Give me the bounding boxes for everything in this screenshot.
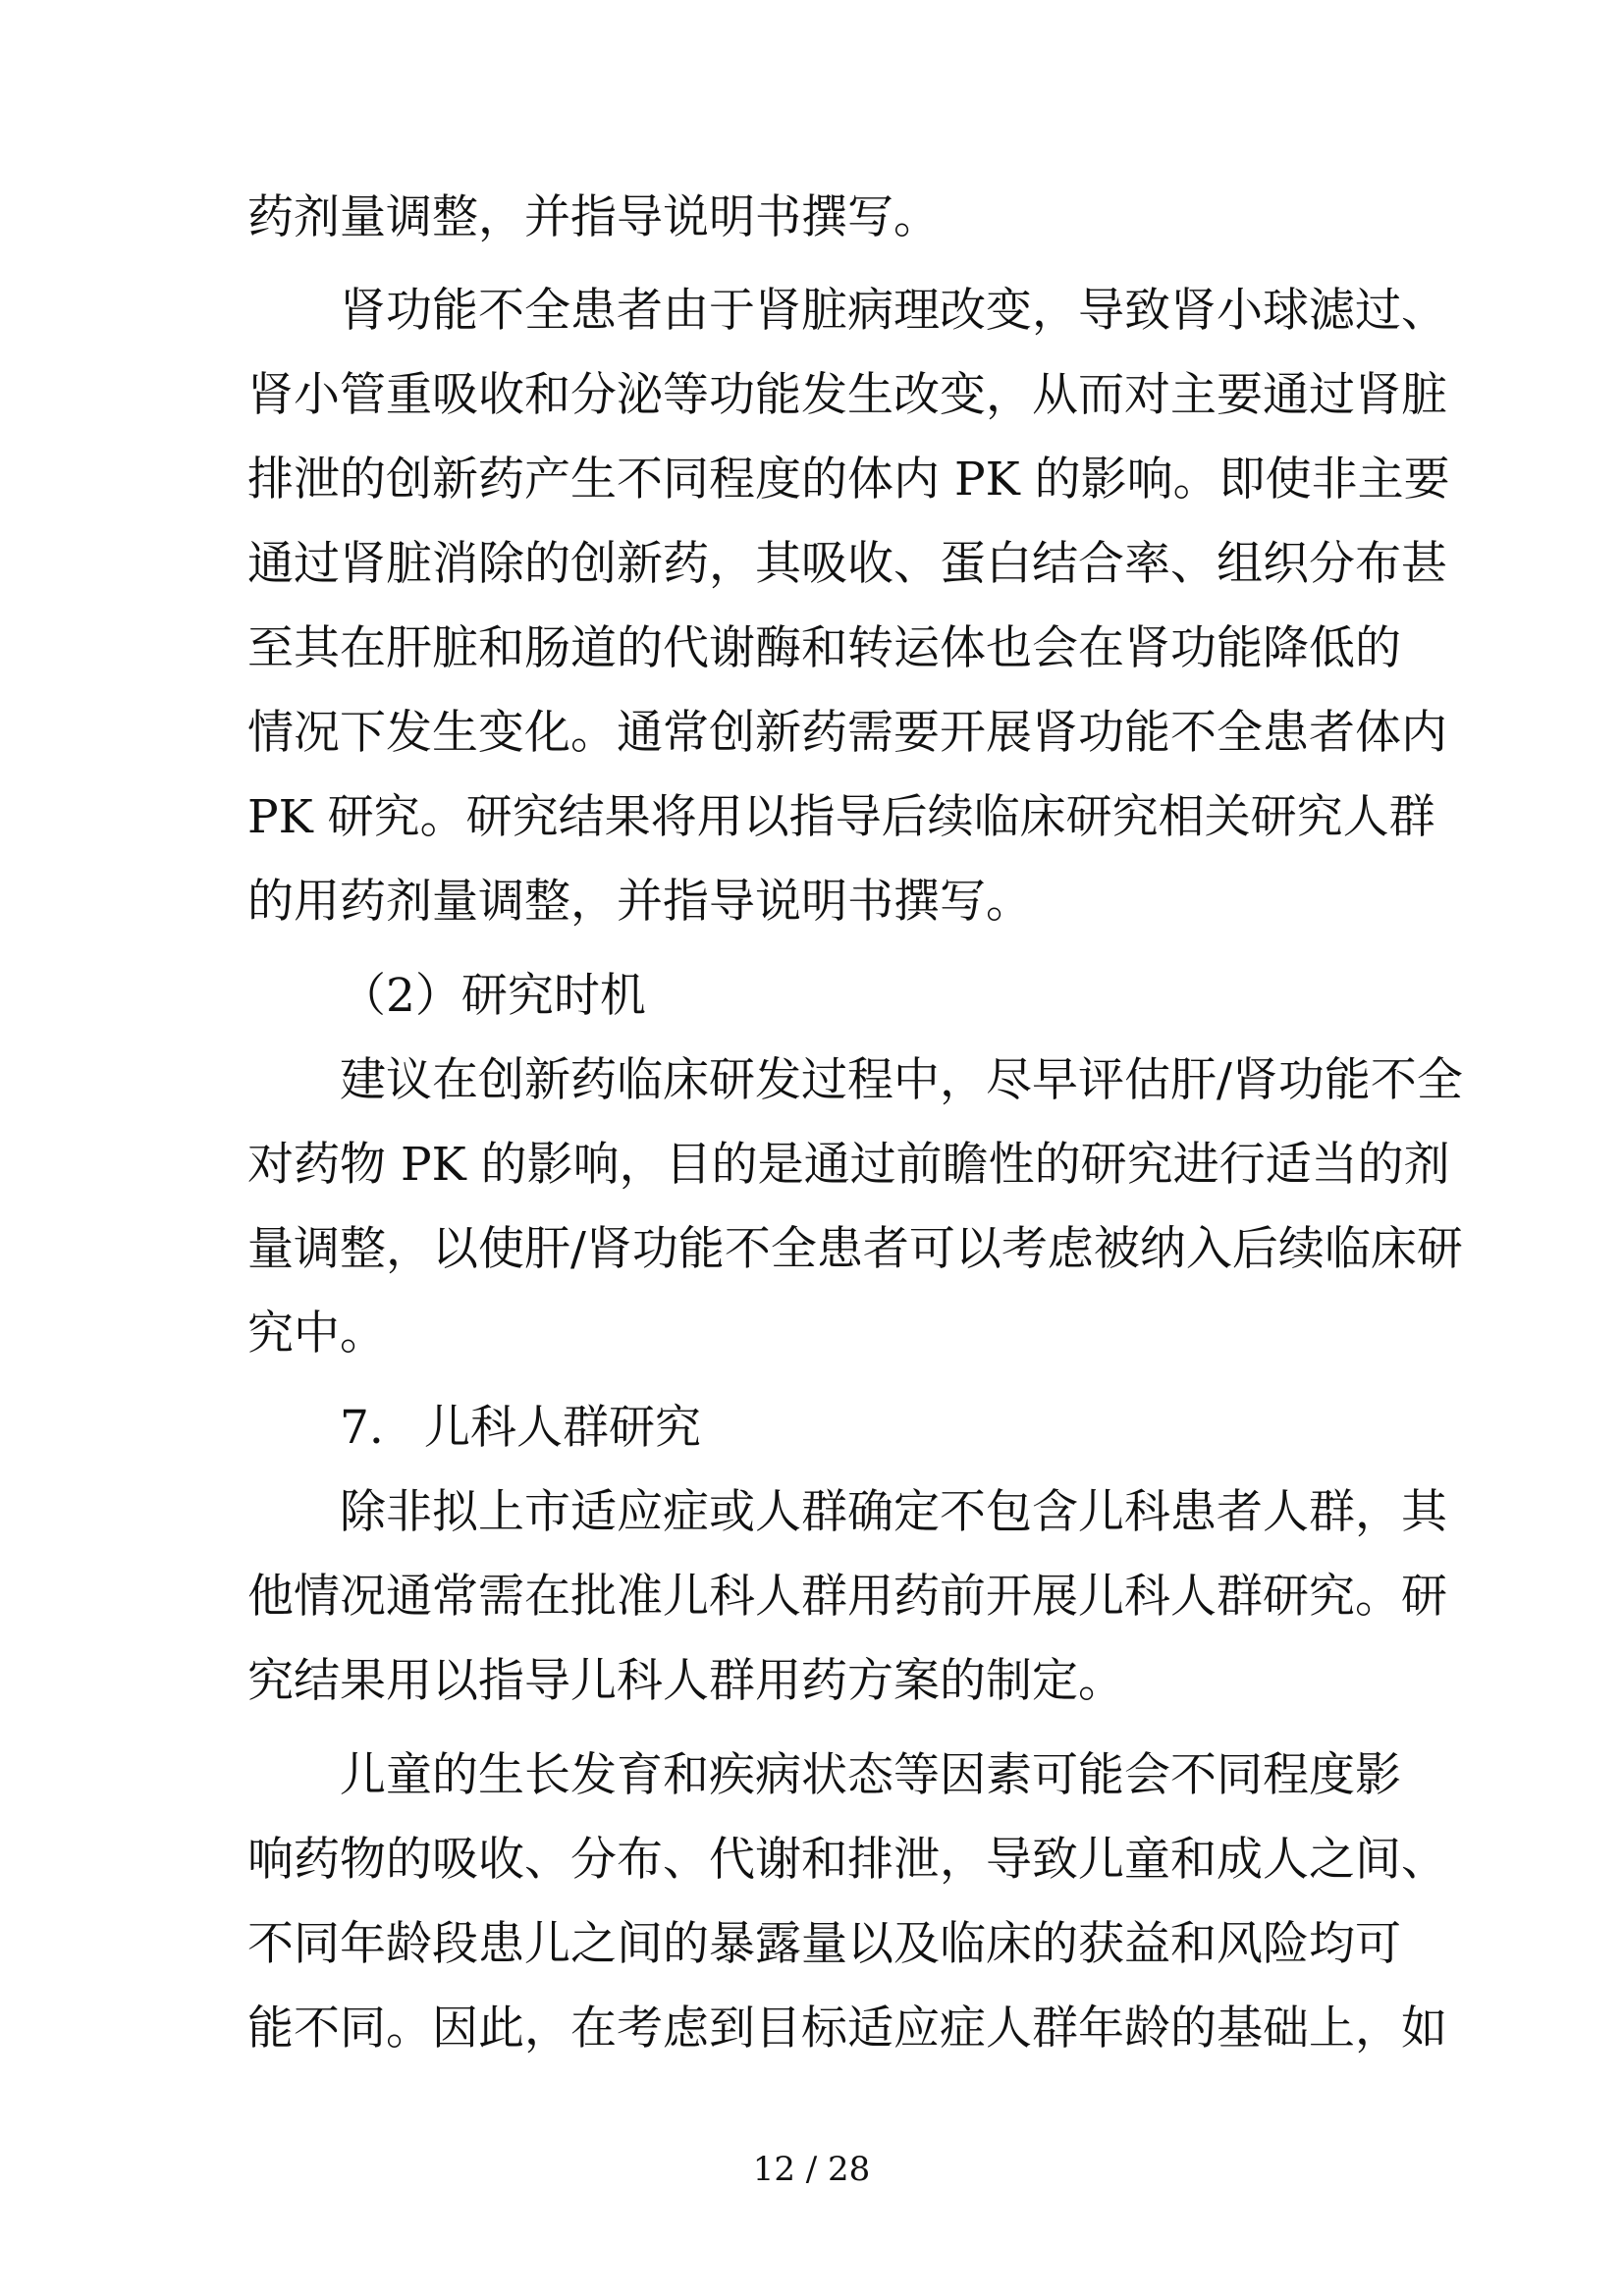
text-line: 究中。 (247, 1307, 386, 1361)
page-number: 12 / 28 (752, 2150, 871, 2189)
text-line: 不同年龄段患儿之间的暴露量以及临床的获益和风险均可 (247, 1917, 1401, 1971)
text-line: 儿童的生长发育和疾病状态等因素可能会不同程度影 (340, 1748, 1401, 1802)
text-line: 他情况通常需在批准儿科人群用药前开展儿科人群研究。研 (247, 1570, 1447, 1624)
section-subheading: （2）研究时机 (340, 969, 646, 1023)
text-line: 能不同。因此，在考虑到目标适应症人群年龄的基础上，如 (247, 2002, 1447, 2056)
text-line: 的用药剂量调整，并指导说明书撰写。 (247, 875, 1032, 929)
section-number: 7. (340, 1401, 384, 1455)
text-line: 量调整，以使肝/肾功能不全患者可以考虑被纳入后续临床研 (247, 1222, 1463, 1276)
text-line: 建议在创新药临床研发过程中，尽早评估肝/肾功能不全 (340, 1053, 1463, 1107)
text-line: 药剂量调整，并指导说明书撰写。 (247, 190, 940, 244)
text-line: PK 研究。研究结果将用以指导后续临床研究相关研究人群 (247, 790, 1435, 844)
text-line: 响药物的吸收、分布、代谢和排泄，导致儿童和成人之间、 (247, 1833, 1447, 1887)
text-line: 肾小管重吸收和分泌等功能发生改变，从而对主要通过肾脏 (247, 368, 1447, 422)
text-line: 除非拟上市适应症或人群确定不包含儿科患者人群，其 (340, 1485, 1447, 1539)
section-heading: 儿科人群研究 (424, 1401, 701, 1455)
text-line: 肾功能不全患者由于肾脏病理改变，导致肾小球滤过、 (340, 284, 1447, 338)
text-line: 至其在肝脏和肠道的代谢酶和转运体也会在肾功能降低的 (247, 621, 1401, 675)
text-line: 排泄的创新药产生不同程度的体内 PK 的影响。即使非主要 (247, 453, 1450, 507)
text-line: 情况下发生变化。通常创新药需要开展肾功能不全患者体内 (247, 706, 1447, 760)
text-line: 通过肾脏消除的创新药，其吸收、蛋白结合率、组织分布甚 (247, 537, 1447, 591)
text-line: 究结果用以指导儿科人群用药方案的制定。 (247, 1654, 1124, 1708)
text-line: 对药物 PK 的影响，目的是通过前瞻性的研究进行适当的剂 (247, 1138, 1450, 1192)
